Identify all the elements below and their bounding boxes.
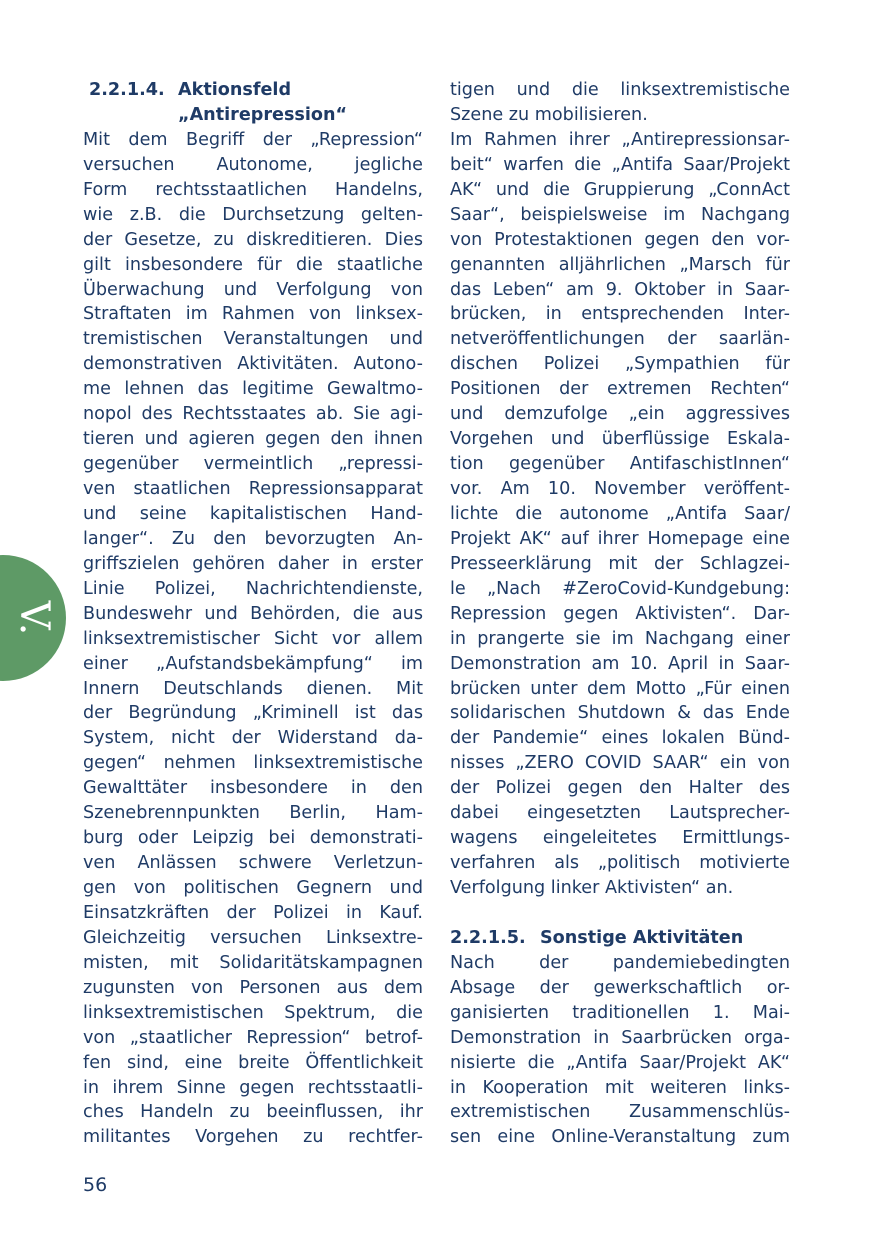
text-line: gilt insbesondere für die staatliche (83, 254, 423, 275)
text-line: lichte die autonome „Antifa Saar/ (450, 503, 790, 524)
chapter-label: V. (11, 600, 57, 636)
text-line: Innern Deutschlands dienen. Mit (83, 678, 423, 699)
text-line: dabei eingesetzten Lautsprecher- (450, 803, 790, 824)
section-title: Sonstige Aktivitäten (540, 927, 744, 948)
text-line: fen sind, eine breite Öffentlichkeit (83, 1052, 423, 1073)
text-line: gegen“ nehmen linksextremistische (83, 753, 423, 774)
text-line: tieren und agieren gegen den ihnen (83, 429, 423, 450)
text-line: Form rechtsstaatlichen Handelns, (83, 179, 423, 200)
text-line: der Begründung „Kriminell ist das (83, 703, 423, 724)
text-line: wie z.B. die Durchsetzung gelten- (83, 204, 423, 225)
text-line: griffszielen gehören daher in erster (83, 553, 423, 574)
text-line: linksextremistischen Spektrum, die (83, 1002, 423, 1023)
text-line: langer“. Zu den bevorzugten An- (83, 528, 423, 549)
text-line: System, nicht der Widerstand da- (83, 728, 423, 749)
text-line: Linie Polizei, Nachrichtendienste, (83, 578, 423, 599)
text-line: me lehnen das legitime Gewaltmo- (83, 379, 423, 400)
text-line: ven Anlässen schwere Verletzun- (83, 853, 423, 874)
text-line: Mit dem Begriff der „Repression“ (83, 129, 423, 150)
paragraph-continued (450, 78, 790, 128)
right-column (450, 78, 790, 1150)
paragraph-spacer (450, 901, 790, 926)
text-line: Vorgehen und überflüssige Eskala- (450, 429, 790, 450)
text-line: tigen und die linksextremistische (450, 80, 790, 100)
text-line: extremistischen Zusammenschlüs- (450, 1102, 790, 1123)
text-line: tion gegenüber AntifaschistInnen“ (450, 454, 790, 475)
text-line: ganisierten traditionellen 1. Mai- (450, 1002, 790, 1023)
text-line: wagens eingeleitetes Ermittlungs- (450, 828, 790, 849)
text-line: demonstrativen Aktivitäten. Autono- (83, 354, 423, 375)
text-line: Positionen der extremen Rechten“ (450, 379, 790, 400)
section-heading-2-2-1-4 (83, 78, 423, 103)
section-heading-2-2-1-5 (450, 926, 790, 951)
left-column (83, 78, 423, 1150)
text-line: Im Rahmen ihrer „Antirepressionsar- (450, 129, 790, 150)
text-line: vor. Am 10. November veröffent- (450, 479, 790, 499)
text-line: nisses „ZERO COVID SAAR“ ein von (450, 753, 790, 774)
text-line: burg oder Leipzig bei demonstrati- (83, 828, 423, 849)
text-line: ches Handeln zu beeinflussen, ihr (83, 1102, 423, 1123)
text-line: versuchen Autonome, jegliche (83, 154, 423, 175)
text-line: Projekt AK“ auf ihrer Homepage eine (450, 528, 790, 549)
text-line: misten, mit Solidaritätskampagnen (83, 952, 423, 973)
text-line: solidarischen Shutdown & das Ende (450, 703, 790, 724)
paragraph-antirepression-work (450, 128, 790, 901)
text-line: Repression gegen Aktivisten“. Dar- (450, 603, 790, 624)
text-line: der Pandemie“ eines lokalen Bünd- (450, 728, 790, 749)
text-line: genannten alljährlichen „Marsch für (450, 254, 790, 275)
text-line: le „Nach #ZeroCovid-Kundgebung: (450, 578, 790, 599)
text-line: Überwachung und Verfolgung von (83, 279, 423, 300)
text-line: netveröffentlichungen der saarlän- (450, 329, 790, 350)
text-line: von Protestaktionen gegen den vor- (450, 229, 790, 250)
text-line: Gleichzeitig versuchen Linksextre- (83, 927, 423, 948)
text-line: ven staatlichen Repressionsapparat (83, 479, 423, 499)
section-number: 2.2.1.5. (450, 927, 526, 948)
text-line: Bundeswehr und Behörden, die aus (83, 603, 423, 624)
text-line: Szenebrennpunkten Berlin, Ham- (83, 803, 423, 824)
text-line: Verfolgung linker Aktivisten“ an. (450, 878, 734, 898)
text-line: Straftaten im Rahmen von linksex- (83, 304, 423, 325)
section-title-line1: Aktionsfeld (178, 80, 292, 100)
text-line: AK“ und die Gruppierung „ConnAct (450, 179, 790, 200)
text-line: Nach der pandemiebedingten (450, 952, 790, 973)
text-line: gegenüber vermeintlich „repressi- (83, 454, 423, 475)
text-line: von „staatlicher Repression“ betrof- (83, 1027, 423, 1048)
text-line: nopol des Rechtsstaates ab. Sie agi- (83, 404, 423, 425)
text-line: das Leben“ am 9. Oktober in Saar- (450, 279, 790, 300)
text-line: Absage der gewerkschaftlich or- (450, 977, 790, 998)
text-line: Presseerklärung mit der Schlagzei- (450, 553, 790, 574)
text-line: verfahren als „politisch motivierte (450, 853, 790, 874)
section-number: 2.2.1.4. (89, 80, 165, 100)
text-line: Demonstration in Saarbrücken orga- (450, 1027, 790, 1048)
text-line: Gewalttäter insbesondere in den (83, 778, 423, 799)
text-line: und seine kapitalistischen Hand- (83, 503, 423, 524)
text-line: tremistischen Veranstaltungen und (83, 329, 423, 350)
text-line: beit“ warfen die „Antifa Saar/Projekt (450, 154, 790, 175)
text-line: einer „Aufstandsbekämpfung“ im (83, 653, 423, 674)
text-line: sen eine Online-Veranstaltung zum (450, 1127, 790, 1148)
text-line: zugunsten von Personen aus dem (83, 977, 423, 998)
text-line: und demzufolge „ein aggressives (450, 404, 790, 425)
left-body-text (83, 128, 423, 1150)
text-line: in Kooperation mit weiteren links- (450, 1077, 790, 1098)
text-line: Einsatzkräften der Polizei in Kauf. (83, 902, 423, 923)
text-line: der Gesetze, zu diskreditieren. Dies (83, 229, 423, 250)
text-line: Saar“, beispielsweise im Nachgang (450, 204, 790, 225)
text-line: in prangerte sie im Nachgang einer (450, 628, 790, 649)
text-line: linksextremistischer Sicht vor allem (83, 628, 423, 649)
text-line: brücken unter dem Motto „Für einen (450, 678, 790, 699)
paragraph-other-activities (450, 951, 790, 1151)
text-line: der Polizei gegen den Halter des (450, 778, 790, 799)
text-line: gen von politischen Gegnern und (83, 878, 423, 898)
text-line: militantes Vorgehen zu rechtfer- (83, 1127, 423, 1148)
text-line: brücken, in entsprechenden Inter- (450, 304, 790, 325)
text-line: Demonstration am 10. April in Saar- (450, 653, 790, 674)
page-number: 56 (83, 1174, 108, 1196)
text-line: dischen Polizei „Sympathien für (450, 354, 790, 375)
text-line: Szene zu mobilisieren. (450, 104, 648, 125)
section-title-line2: „Antirepression“ (178, 104, 348, 125)
text-line: nisierte die „Antifa Saar/Projekt AK“ (450, 1052, 790, 1073)
text-line: in ihrem Sinne gegen rechtsstaatli- (83, 1077, 423, 1098)
